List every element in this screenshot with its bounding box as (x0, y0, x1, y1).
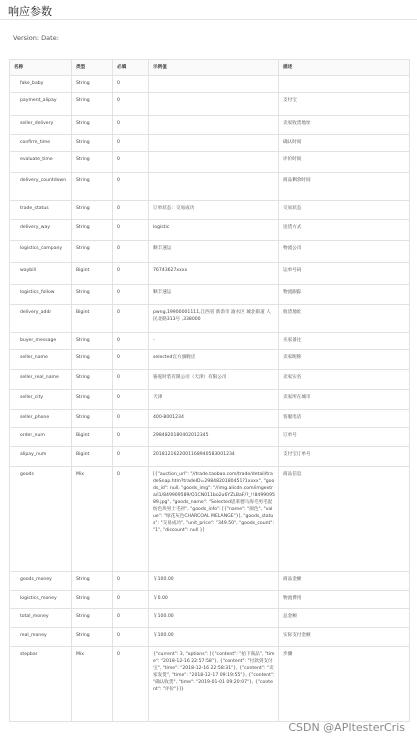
cell-name: alipay_num (10, 447, 72, 467)
table-row (10, 305, 410, 333)
cell-description: 商品剩余时间 (279, 173, 410, 201)
cell-name: logistics_money (10, 591, 72, 609)
cell-description: 收货地址 (279, 305, 410, 333)
table-header-row (10, 60, 410, 76)
cell-description: 支付宝订单号 (279, 447, 410, 467)
cell-example: pwng,19900001111,江西省 新余市 渝水区 城北街道 人民北路313号 ,338000 (149, 305, 279, 333)
cell-type: String (72, 241, 113, 263)
response-params-table (9, 59, 410, 722)
cell-description: 商品信息 (279, 467, 410, 572)
cell-name: goods (10, 467, 72, 572)
cell-required: 0 (113, 370, 149, 390)
header-description: 描述 (279, 60, 410, 76)
cell-example: selected官方旗舰店 (149, 350, 279, 370)
cell-type: Bigint (72, 263, 113, 285)
table-row (10, 467, 410, 572)
cell-name: logistics_follow (10, 285, 72, 305)
cell-required: 0 (113, 350, 149, 370)
cell-required: 0 (113, 410, 149, 428)
cell-name: payment_alipay (10, 93, 72, 116)
table-row (10, 609, 410, 628)
cell-name: confirm_time (10, 135, 72, 152)
cell-name: seller_delivery (10, 116, 72, 135)
cell-required: 0 (113, 647, 149, 722)
cell-description: 物流公司 (279, 241, 410, 263)
cell-example (149, 135, 279, 152)
cell-required: 0 (113, 135, 149, 152)
cell-type: String (72, 93, 113, 116)
table-row (10, 263, 410, 285)
cell-example: logistic (149, 220, 279, 241)
cell-name: trade_status (10, 201, 72, 220)
cell-required: 0 (113, 333, 149, 350)
version-line: Version: Date: (13, 34, 59, 42)
cell-type: String (72, 333, 113, 350)
cell-required: 0 (113, 609, 149, 628)
cell-type: Mix (72, 647, 113, 722)
table-row (10, 173, 410, 201)
cell-description: 物流跟踪 (279, 285, 410, 305)
cell-name: goods_money (10, 572, 72, 591)
cell-required: 0 (113, 220, 149, 241)
table-row (10, 370, 410, 390)
cell-required: 0 (113, 467, 149, 572)
cell-type: String (72, 628, 113, 647)
cell-required: 0 (113, 447, 149, 467)
cell-required: 0 (113, 241, 149, 263)
cell-type: Mix (72, 467, 113, 572)
table-row (10, 220, 410, 241)
table-row (10, 76, 410, 93)
cell-description: 步骤 (279, 647, 410, 722)
cell-type: String (72, 285, 113, 305)
cell-example: 骆驼时装有限公司（天津）有限公司 (149, 370, 279, 390)
table-row (10, 333, 410, 350)
cell-name: fake_baby (10, 76, 72, 93)
header-example: 示例值 (149, 60, 279, 76)
cell-name: seller_name (10, 350, 72, 370)
cell-example: ￥100.00 (149, 572, 279, 591)
cell-required: 0 (113, 93, 149, 116)
cell-type: String (72, 76, 113, 93)
cell-example: {"current": 3, "options": [{"content": "拍下商品", "time": "2018-12-16 22:57:58"}, {"content": "付款到支付宝", "time": "2018-12-16 22:58:31"}, {"content": "卖家发货", "time": "2018-12-17 09:19:55"}, {"content": "确认收货", "time": "2019-01-01 09:20:07"}, {"content": "评价"}]} (149, 647, 279, 722)
cell-name: waybill (10, 263, 72, 285)
cell-example (149, 152, 279, 173)
title-divider (0, 19, 417, 20)
cell-name: buyer_message (10, 333, 72, 350)
table-row (10, 572, 410, 591)
cell-name: seller_city (10, 390, 72, 410)
cell-description: 卖家昵称 (279, 350, 410, 370)
cell-type: String (72, 572, 113, 591)
header-type: 类型 (72, 60, 113, 76)
cell-required: 0 (113, 173, 149, 201)
cell-type: String (72, 220, 113, 241)
cell-description: 运单号码 (279, 263, 410, 285)
cell-type: Bigint (72, 305, 113, 333)
table-row (10, 410, 410, 428)
cell-name: delivery_countdown (10, 173, 72, 201)
cell-description: 确认时间 (279, 135, 410, 152)
cell-example: ￥0.00 (149, 591, 279, 609)
cell-required: 0 (113, 305, 149, 333)
cell-name: order_num (10, 428, 72, 447)
cell-example: 400-8001234 (149, 410, 279, 428)
cell-required: 0 (113, 572, 149, 591)
cell-type: String (72, 370, 113, 390)
cell-name: total_money (10, 609, 72, 628)
cell-description (279, 76, 410, 93)
cell-name: logistics_company (10, 241, 72, 263)
cell-description: 交易状态 (279, 201, 410, 220)
page-title: 响应参数 (8, 5, 52, 18)
cell-example (149, 93, 279, 116)
cell-description: 买家备注 (279, 333, 410, 350)
cell-required: 0 (113, 390, 149, 410)
cell-required: 0 (113, 428, 149, 447)
cell-description: 实际支付金额 (279, 628, 410, 647)
cell-name: seller_real_name (10, 370, 72, 390)
cell-required: 0 (113, 285, 149, 305)
cell-description: 卖家所在城市 (279, 390, 410, 410)
cell-type: String (72, 173, 113, 201)
table-row (10, 201, 410, 220)
cell-example: 2984820180402012345 (149, 428, 279, 447)
cell-description: 订单号 (279, 428, 410, 447)
table-row (10, 447, 410, 467)
cell-type: String (72, 201, 113, 220)
cell-name: stepbar (10, 647, 72, 722)
cell-example (149, 173, 279, 201)
cell-example: ￥100.00 (149, 609, 279, 628)
cell-name: delivery_addr (10, 305, 72, 333)
cell-type: String (72, 135, 113, 152)
header-name: 名称 (10, 60, 72, 76)
cell-type: String (72, 350, 113, 370)
cell-required: 0 (113, 263, 149, 285)
table-row (10, 350, 410, 370)
cell-example: 顺丰速运 (149, 285, 279, 305)
table-row (10, 285, 410, 305)
cell-type: String (72, 390, 113, 410)
cell-type: Bigint (72, 447, 113, 467)
cell-example: 天津 (149, 390, 279, 410)
cell-name: seller_phone (10, 410, 72, 428)
cell-description: 评价时间 (279, 152, 410, 173)
cell-example (149, 116, 279, 135)
cell-description: 客服电话 (279, 410, 410, 428)
cell-example: [{"auction_url": "//trade.taobao.com/trade/detail/tradeSnap.htm?tradeID=2984820180451?1xxxx", "goods_id": null, "goods_img": "//img.alicdn.com/imgextra/i1/849909589/O1CN011bo2u6YZLBaF/?_!!849909589.jpg", "goods_name": "Selected思莱德马海毛男毛混纺色块男士毛衫", "goods_info": [{"name": "颜色", "value": "绿花灰色CHARCOAL MELANGE"}], "goods_status": "交易成功", "unit_price": "349.50", "goods_count": "1", "discount": null }] (149, 467, 279, 572)
cell-required: 0 (113, 116, 149, 135)
table-row (10, 152, 410, 173)
cell-example: ￥100.00 (149, 628, 279, 647)
cell-description: 支付宝 (279, 93, 410, 116)
cell-type: String (72, 410, 113, 428)
table-row (10, 135, 410, 152)
cell-example: 订单状态：交易成功 (149, 201, 279, 220)
cell-required: 0 (113, 152, 149, 173)
table-row (10, 628, 410, 647)
cell-example: - (149, 333, 279, 350)
table-row (10, 647, 410, 722)
cell-type: String (72, 609, 113, 628)
cell-type: String (72, 591, 113, 609)
cell-description: 物流费用 (279, 591, 410, 609)
table-row (10, 390, 410, 410)
cell-name: real_money (10, 628, 72, 647)
cell-description: 卖家收货地址 (279, 116, 410, 135)
cell-name: evaluate_time (10, 152, 72, 173)
table-row (10, 116, 410, 135)
cell-example (149, 76, 279, 93)
cell-example: 76743627xxxx (149, 263, 279, 285)
cell-description: 卖家实名 (279, 370, 410, 390)
table-row (10, 241, 410, 263)
table-row (10, 93, 410, 116)
cell-required: 0 (113, 628, 149, 647)
cell-example: 顺丰速运 (149, 241, 279, 263)
watermark: CSDN @APItesterCris (288, 721, 405, 734)
header-required: 必填 (113, 60, 149, 76)
cell-description: 总金额 (279, 609, 410, 628)
cell-required: 0 (113, 201, 149, 220)
cell-required: 0 (113, 76, 149, 93)
table-row (10, 428, 410, 447)
cell-description: 商品金额 (279, 572, 410, 591)
cell-type: Bigint (72, 428, 113, 447)
cell-required: 0 (113, 591, 149, 609)
cell-type: String (72, 116, 113, 135)
cell-example: 2018121622001168940583001234 (149, 447, 279, 467)
cell-name: delivery_way (10, 220, 72, 241)
cell-description: 送货方式 (279, 220, 410, 241)
table-row (10, 591, 410, 609)
cell-type: String (72, 152, 113, 173)
